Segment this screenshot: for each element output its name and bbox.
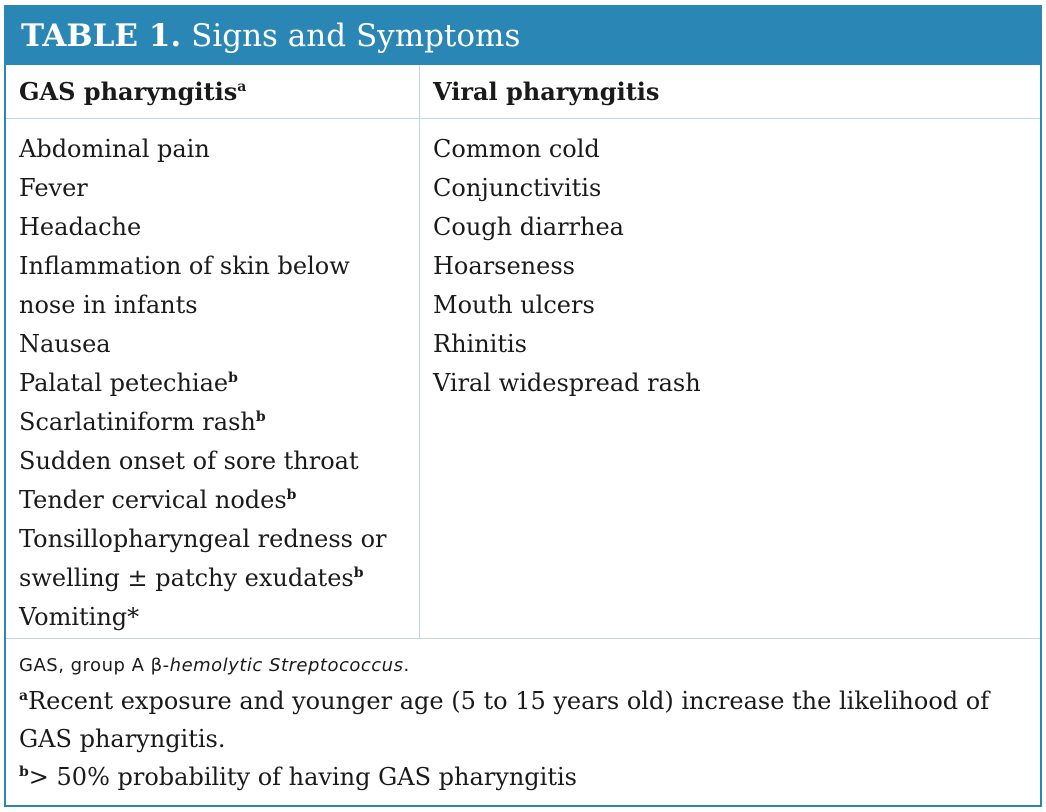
column-header-viral-text: Viral pharyngitis [433,77,660,106]
list-item-text: Mouth ulcers [433,291,595,319]
list-item-text: Tonsillopharyngeal redness or [19,525,387,553]
list-item-text: Inflammation of skin below [19,252,350,280]
list-item [433,169,1033,208]
footnote-abbrev-italic: hemolytic Streptococcus [169,655,404,676]
column-header-gas-text: GAS pharyngitis [19,77,238,106]
list-item [19,286,414,325]
list-item-text: Hoarseness [433,252,575,280]
list-item-text: swelling ± patchy exudates [19,564,354,592]
footnote-b [19,758,1029,796]
column-header-gas [19,65,246,118]
list-item [19,325,414,364]
list-item-footnote-mark: b [255,409,266,425]
footnote-abbrev-suffix: . [403,655,410,676]
list-item [19,559,414,598]
list-item-text: Cough diarrhea [433,213,624,241]
footnote-abbrev-prefix: GAS, group A β- [19,655,170,676]
list-item [433,208,1033,247]
signs-symptoms-table [4,5,1042,807]
list-item-text: Headache [19,213,142,241]
list-item-footnote-mark: b [286,487,297,503]
header-rule [6,118,1040,119]
list-item [19,403,414,442]
footnote-a-text: Recent exposure and younger age (5 to 15 years old) increase the likelihood of GAS pharyngitis. [19,687,990,753]
footnote-b-mark: b [19,764,29,780]
list-item-footnote-mark: b [228,370,238,386]
list-item-text: Vomiting* [19,603,140,631]
list-item [19,481,414,520]
list-item-footnote-mark: b [353,565,364,581]
list-item [19,598,414,637]
list-item-text: Scarlatiniform rash [19,408,256,436]
table-label: TABLE 1. [21,18,182,54]
list-item [19,442,414,481]
list-item-text: nose in infants [19,291,198,319]
footnote-abbreviation [19,650,1029,682]
list-item-text: Palatal petechiae [19,369,229,397]
list-item [433,247,1033,286]
footer-rule [6,638,1040,639]
table-footnotes [19,650,1029,796]
list-item [433,286,1033,325]
table-title-bar [6,7,1040,65]
column-header-viral [433,65,659,118]
list-item-text: Rhinitis [433,330,527,358]
list-item [19,169,414,208]
list-item-text: Tender cervical nodes [19,486,287,514]
list-item [433,325,1033,364]
list-item [433,130,1033,169]
list-item [433,364,1033,403]
footnote-a-mark: a [19,688,29,704]
gas-symptom-list [19,130,414,637]
footnote-b-text: > 50% probability of having GAS pharyngitis [28,763,577,791]
list-item-text: Conjunctivitis [433,174,602,202]
column-header-gas-sup: a [237,79,247,95]
list-item-text: Abdominal pain [19,135,210,163]
list-item-text: Fever [19,174,88,202]
column-divider [419,65,420,638]
list-item [19,520,414,559]
list-item-text: Nausea [19,330,111,358]
footnote-a [19,682,1029,758]
list-item [19,247,414,286]
viral-symptom-list [433,130,1033,403]
list-item [19,130,414,169]
list-item-text: Common cold [433,135,600,163]
list-item [19,364,414,403]
list-item-text: Viral widespread rash [433,369,701,397]
table-title: Signs and Symptoms [191,18,521,54]
list-item [19,208,414,247]
list-item-text: Sudden onset of sore throat [19,447,359,475]
